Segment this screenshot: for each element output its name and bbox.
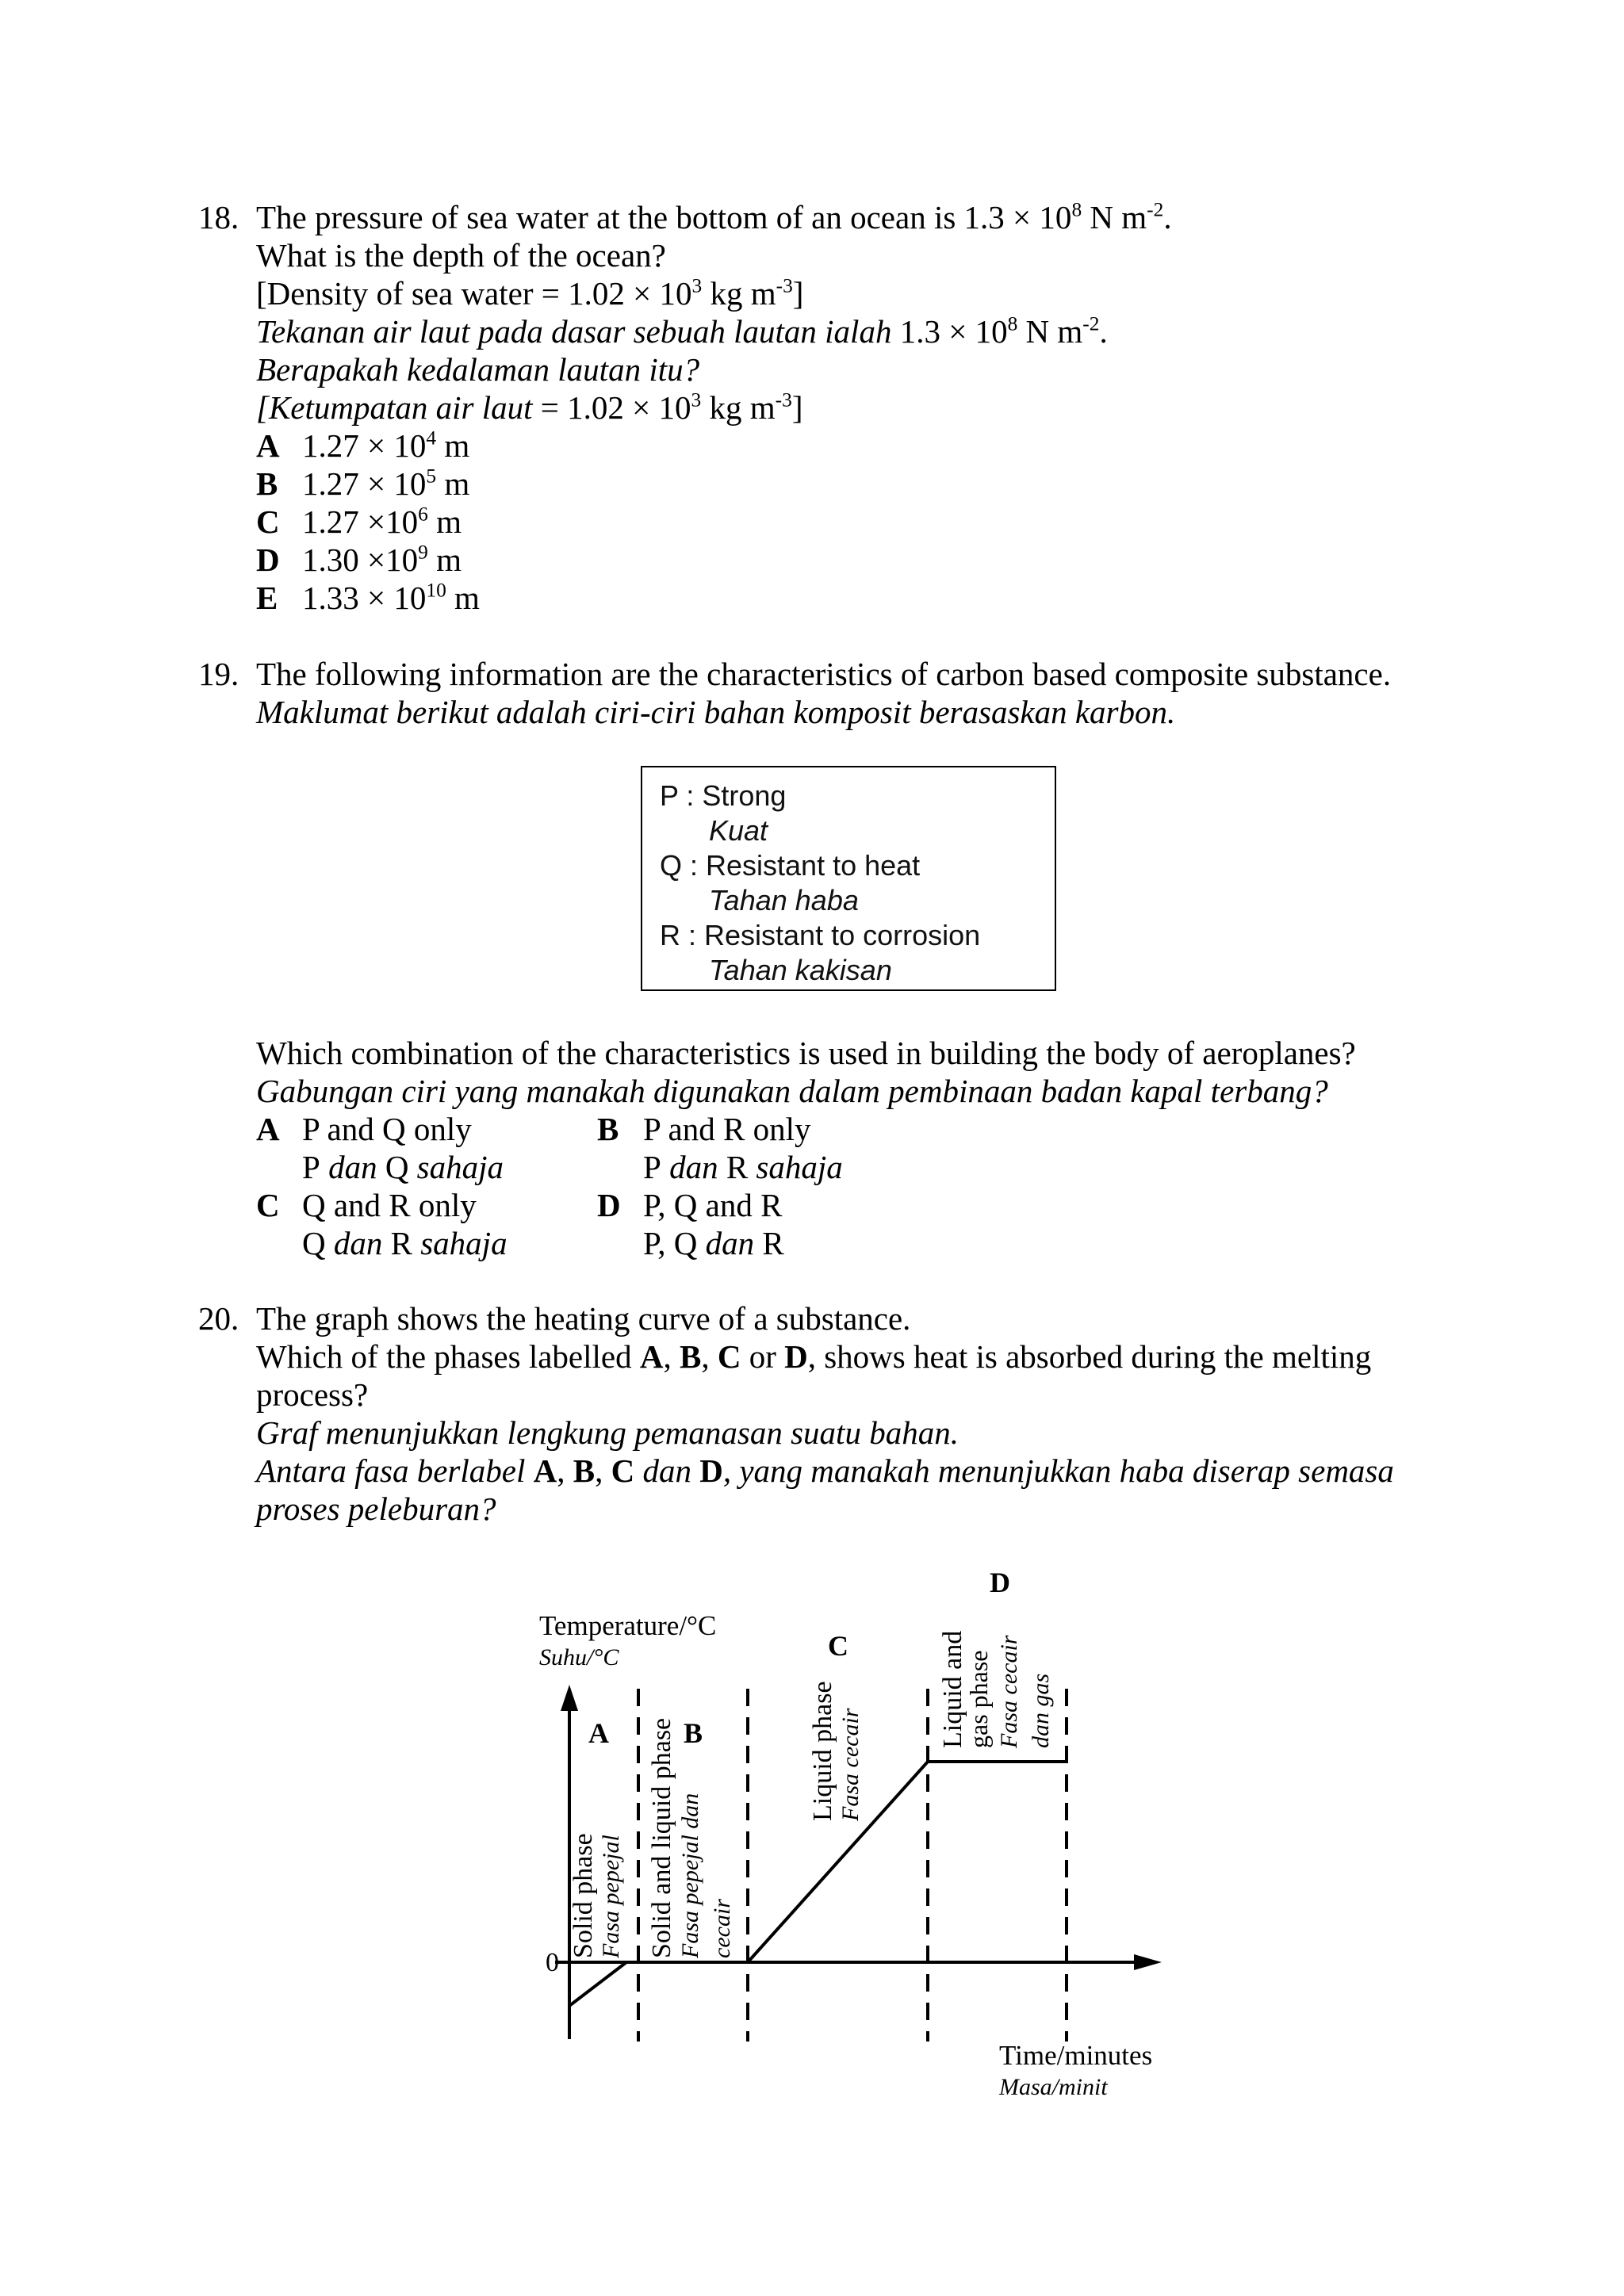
liquid-gas-phase-label-2: gas phase [964,1650,993,1748]
option-text-malay: P dan Q sahaja [302,1149,504,1185]
given-data-malay: [Ketumpatan air laut = $1.02 \times 10^3$ kg $m^{-3}$] [256,388,803,426]
question-text: Which of the phases labelled A, B, C or D, shows heat is absorbed during the melting [256,1338,1372,1375]
item-r: R : Resistant to corrosion [660,919,981,951]
question-text: The graph shows the heating curve of a substance. [256,1300,911,1337]
question-number: 19. [198,656,239,692]
given-data: [Density of sea water = $1.02 \times 10^3$ kg $m^{-3}$] [256,274,804,312]
y-axis-label: Temperature/°C [539,1610,717,1641]
question-text-malay: Graf menunjukkan lengkung pemanasan suatu bahan. [256,1414,959,1451]
phase-label-a: A [588,1717,609,1749]
phase-label-b: B [684,1717,703,1749]
option-b[interactable]: B $1.27 \times 10^5$ m [256,465,470,502]
solid-phase-label-malay: Fasa pepejal [598,1835,624,1958]
option-d[interactable]: D $1.30 \times 10^9$ m [256,541,462,578]
option-letter: D [597,1187,621,1223]
liquid-phase-label: Liquid phase [808,1681,837,1821]
item-p: P : Strong [660,779,787,812]
option-text: P, Q and R [643,1187,783,1223]
question-text-malay: Berapakah kedalaman lautan itu? [256,351,700,388]
phase-label-d: D [990,1567,1010,1598]
x-axis-label-malay: Masa/minit [999,2074,1108,2100]
liquid-gas-phase-label-malay-2: dan gas [1028,1673,1054,1748]
option-e[interactable]: E $1.33 \times 10^{10}$ m [256,579,480,616]
phase-label-c: C [828,1630,848,1662]
question-text-malay: Gabungan ciri yang manakah digunakan dalam pembinaan badan kapal terbang? [256,1073,1328,1109]
option-text: Q and R only [302,1187,477,1223]
x-axis-label: Time/minutes [999,2040,1153,2071]
solid-liquid-phase-label-malay-2: cecair [709,1899,735,1958]
option-letter: B [597,1111,619,1147]
question-text: What is the depth of the ocean? [256,237,666,274]
question-text: process? [256,1376,369,1413]
liquid-gas-phase-label-1: Liquid and [938,1630,967,1748]
y-axis-arrow [561,1685,578,1711]
y-axis-label-malay: Suhu/°C [539,1644,619,1670]
liquid-gas-phase-label-malay-1: Fasa cecair [996,1635,1022,1748]
question-text-malay: Maklumat berikut adalah ciri-ciri bahan komposit berasaskan karbon. [256,694,1176,730]
origin-label: 0 [546,1948,559,1977]
item-r-malay: Tahan kakisan [709,954,892,986]
x-axis-arrow [1134,1954,1162,1970]
liquid-phase-label-malay: Fasa cecair [837,1708,864,1821]
option-a[interactable]: A $1.27 \times 10^4$ m [256,427,470,464]
option-text-malay: P, Q dan R [643,1225,784,1261]
solid-liquid-phase-label-malay-1: Fasa pepejal dan [677,1793,703,1958]
solid-liquid-phase-label: Solid and liquid phase [647,1717,676,1958]
question-text-malay: Tekanan air laut pada dasar sebuah lautan ialah $1.3 \times 10^8$ N $m^{-2}$. [256,312,1108,350]
question-text: The following information are the characteristics of carbon based composite substance. [256,656,1392,692]
question-number: 20. [198,1300,239,1337]
item-p-malay: Kuat [709,814,768,847]
option-c[interactable]: C $1.27 \times 10^6$ m [256,503,462,540]
question-text: The pressure of sea water at the bottom of an ocean is $1.3 \times 10^8$ N $m^{-2}$. [256,198,1172,235]
option-letter: A [256,1111,280,1147]
option-text-malay: Q dan R sahaja [302,1225,508,1261]
question-text-malay: proses peleburan? [256,1490,496,1527]
item-q-malay: Tahan haba [709,884,859,916]
solid-phase-label: Solid phase [569,1833,598,1958]
question-text: Which combination of the characteristics is used in building the body of aeroplanes? [256,1035,1356,1071]
item-q: Q : Resistant to heat [660,849,921,882]
option-text: P and Q only [302,1111,472,1147]
option-letter: C [256,1187,280,1223]
question-text-malay: Antara fasa berlabel A, B, C dan D, yang manakah menunjukkan haba diserap semasa [256,1452,1394,1489]
option-text-malay: P dan R sahaja [643,1149,843,1185]
question-number: 18. [198,199,239,235]
option-text: P and R only [643,1111,811,1147]
